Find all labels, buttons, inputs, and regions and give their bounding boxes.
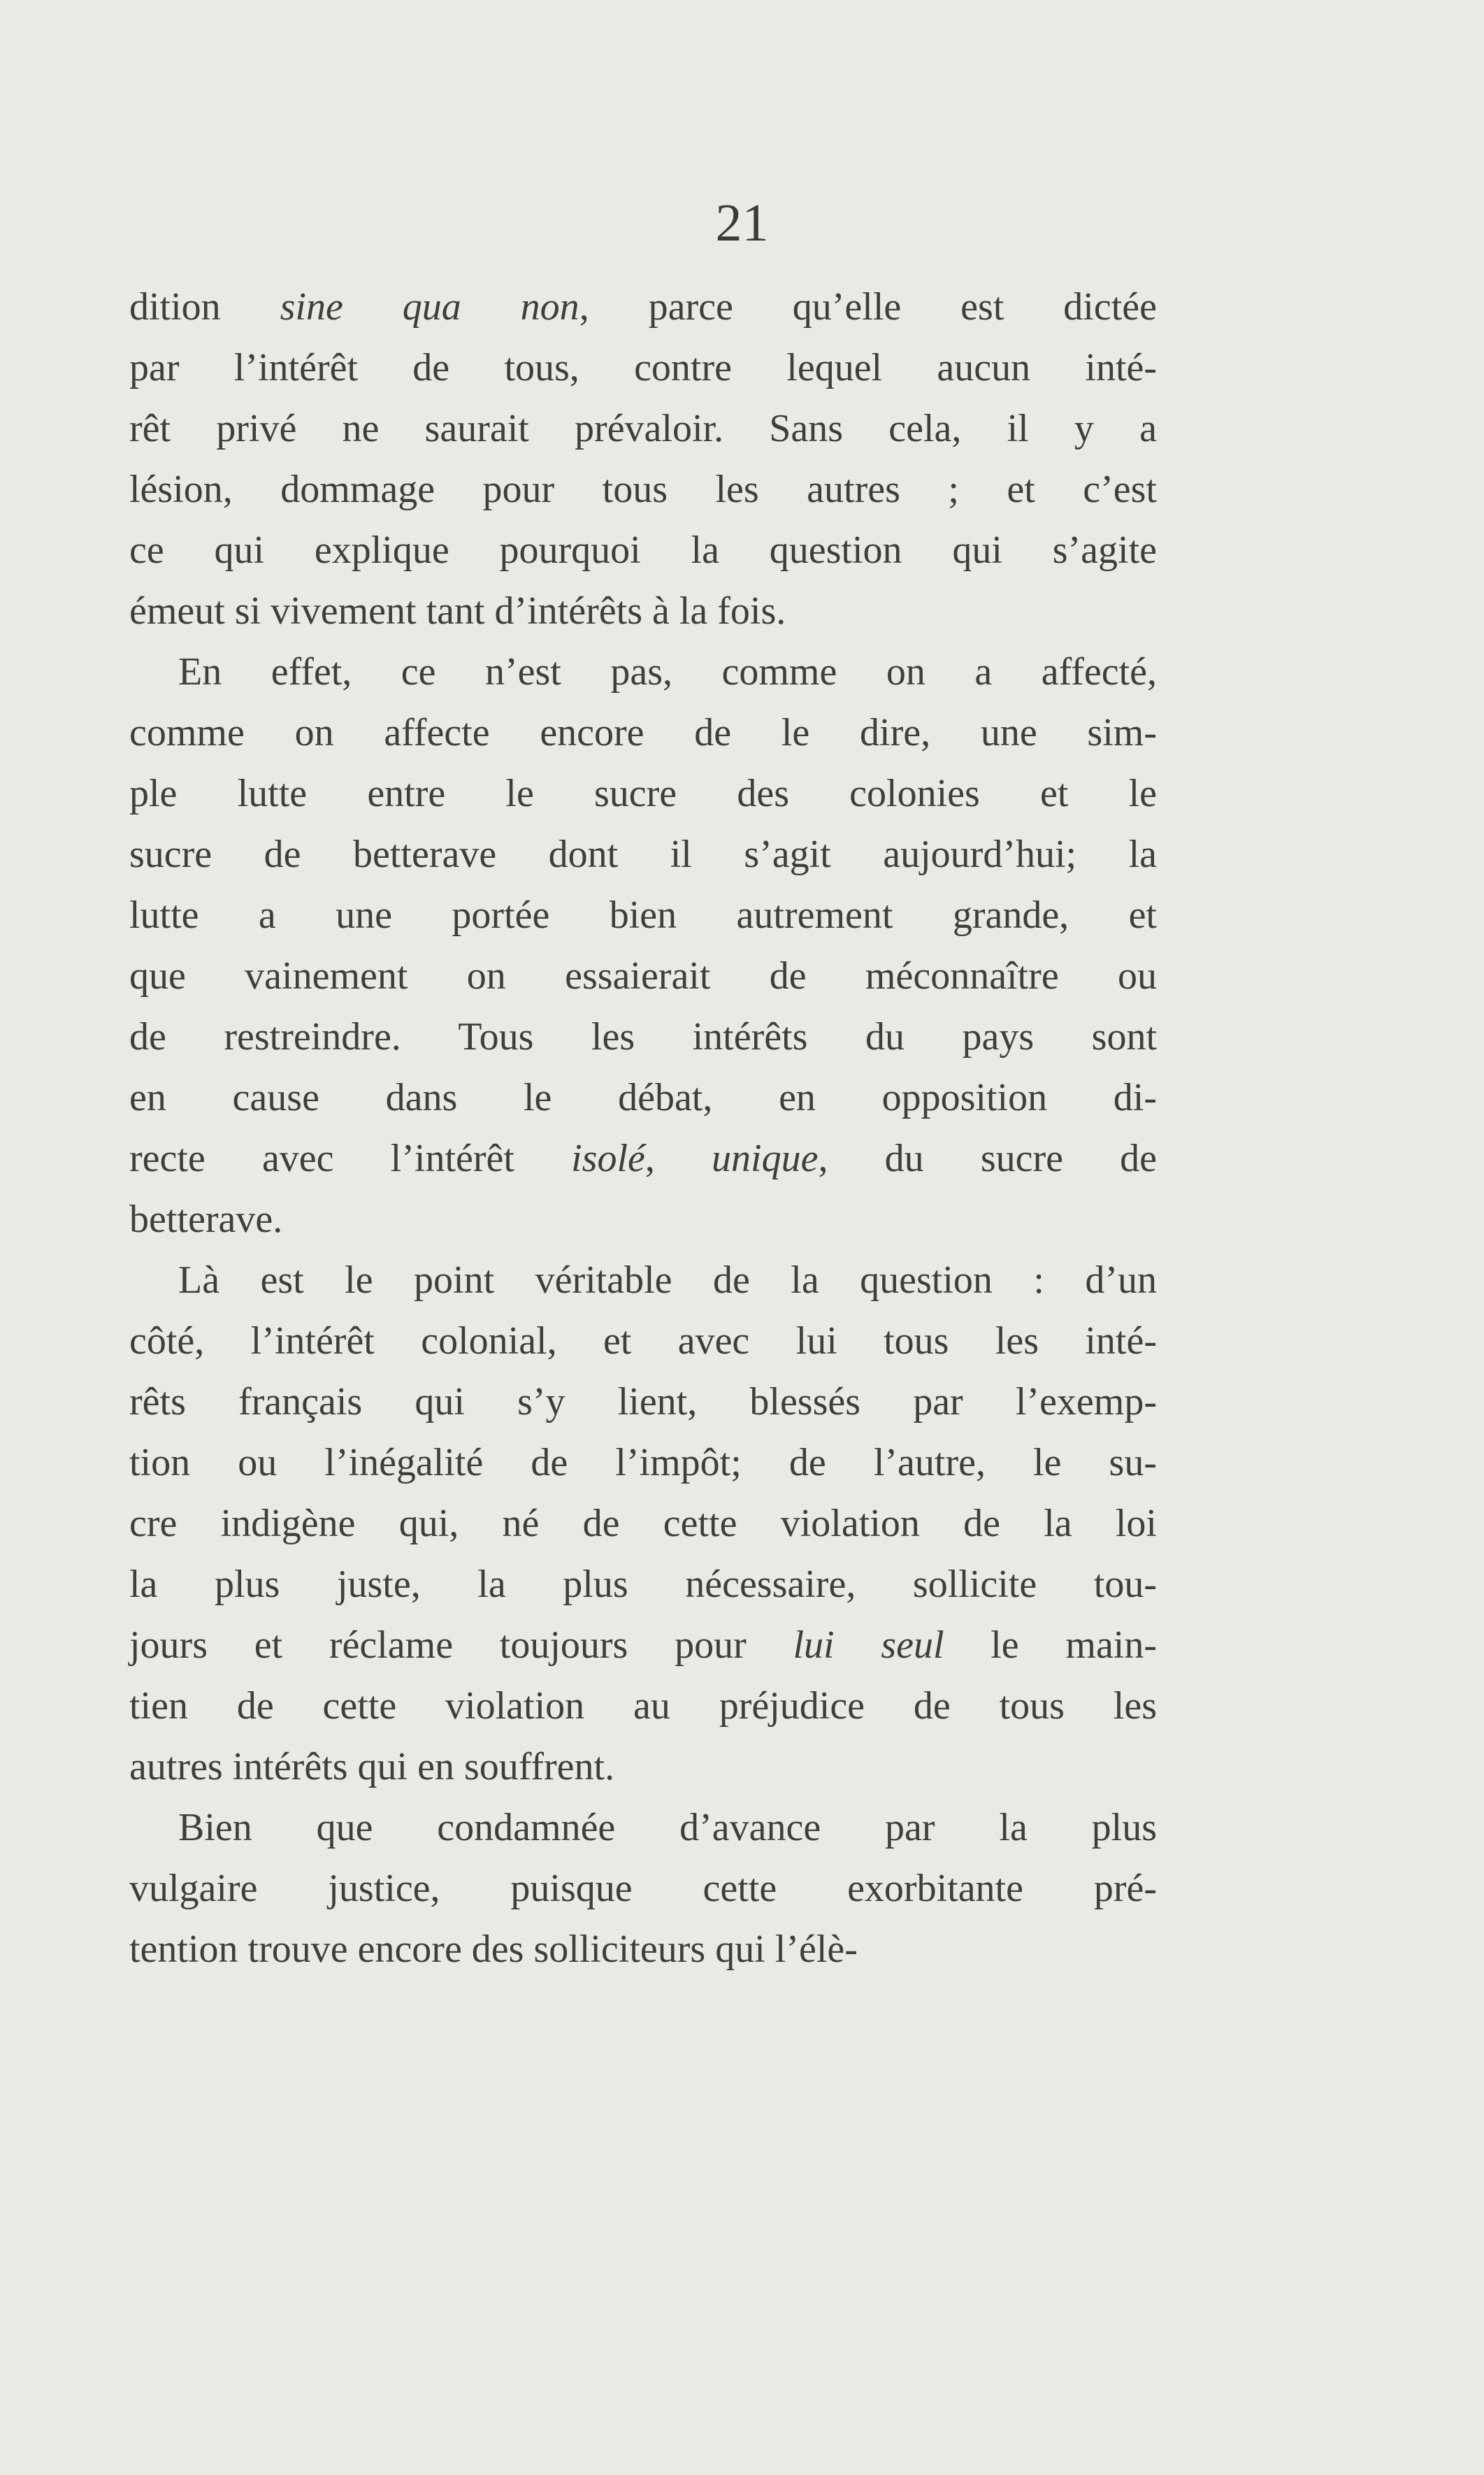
text-segment: tention trouve encore des solliciteurs qui l’élè-: [129, 1928, 858, 1971]
text-line: [129, 1433, 1157, 1493]
text-line: [129, 1737, 1157, 1798]
text-segment: , parce qu’elle est dictée: [579, 285, 1157, 329]
text-segment: lutte a une portée bien autrement grande, et: [129, 894, 1157, 937]
text-segment: Là est le point véritable de la question : d’un: [178, 1258, 1157, 1302]
text-segment: vulgaire justice, puisque cette exorbitante pré-: [129, 1867, 1157, 1910]
text-line: [129, 1493, 1157, 1554]
text-segment: de restreindre. Tous les intérêts du pays sont: [129, 1015, 1157, 1059]
text-line: [129, 399, 1157, 459]
text-segment: rêt privé ne saurait prévaloir. Sans cela, il y a: [129, 407, 1157, 450]
text-line: [129, 1311, 1157, 1372]
text-line: [129, 1798, 1157, 1858]
text-segment: en cause dans le débat, en opposition di-: [129, 1076, 1157, 1119]
text-line: [129, 1615, 1157, 1676]
text-segment: que vainement on essaierait de méconnaître ou: [129, 954, 1157, 998]
text-line: [129, 581, 1157, 642]
text-segment: recte avec l’intérêt: [129, 1137, 572, 1180]
text-segment: sucre de betterave dont il s’agit aujourd’hui; la: [129, 833, 1157, 876]
italic-text: lui seul: [793, 1623, 944, 1667]
text-line: [129, 1919, 1157, 1980]
text-line: [129, 1128, 1157, 1189]
text-segment: En effet, ce n’est pas, comme on a affecté,: [178, 650, 1157, 694]
text-line: [129, 1554, 1157, 1615]
text-line: [129, 824, 1157, 885]
text-segment: cre indigène qui, né de cette violation de la loi: [129, 1502, 1157, 1545]
text-segment: Bien que condamnée d’avance par la plus: [178, 1806, 1157, 1849]
text-segment: jours et réclame toujours pour: [129, 1623, 793, 1667]
text-segment: autres intérêts qui en souffrent.: [129, 1745, 615, 1788]
text-segment: dition: [129, 285, 280, 329]
text-line: [129, 1858, 1157, 1919]
text-segment: côté, l’intérêt colonial, et avec lui tous les inté-: [129, 1319, 1157, 1363]
text-segment: , du sucre de: [818, 1137, 1157, 1180]
text-segment: ,: [644, 1137, 712, 1180]
text-segment: la plus juste, la plus nécessaire, sollicite tou-: [129, 1563, 1157, 1606]
text-line: [129, 763, 1157, 824]
italic-text: isolé: [571, 1137, 645, 1180]
text-segment: lésion, dommage pour tous les autres ; et c’est: [129, 468, 1157, 511]
text-line: [129, 520, 1157, 581]
text-line: [129, 1068, 1157, 1128]
text-line: [129, 459, 1157, 520]
text-segment: comme on affecte encore de le dire, une sim-: [129, 711, 1157, 754]
text-segment: tion ou l’inégalité de l’impôt; de l’autre, le su-: [129, 1441, 1157, 1484]
italic-text: sine qua non: [280, 285, 579, 329]
italic-text: unique: [712, 1137, 819, 1180]
text-line: [129, 1007, 1157, 1068]
text-segment: émeut si vivement tant d’intérêts à la fois.: [129, 589, 786, 633]
text-line: [129, 1372, 1157, 1433]
text-segment: par l’intérêt de tous, contre lequel aucun inté-: [129, 346, 1157, 389]
text-segment: tien de cette violation au préjudice de tous les: [129, 1684, 1157, 1728]
text-segment: ple lutte entre le sucre des colonies et le: [129, 772, 1157, 815]
text-segment: le main-: [944, 1623, 1158, 1667]
text-line: [129, 1676, 1157, 1737]
text-line: [129, 1250, 1157, 1311]
text-line: [129, 642, 1157, 703]
text-line: [129, 885, 1157, 946]
page-number: 21: [715, 194, 769, 252]
text-segment: betterave.: [129, 1198, 283, 1241]
text-segment: rêts français qui s’y lient, blessés par l’exemp-: [129, 1380, 1157, 1423]
body-text: [129, 277, 1157, 1980]
text-line: [129, 946, 1157, 1007]
text-line: [129, 277, 1157, 338]
text-line: [129, 703, 1157, 763]
text-line: [129, 338, 1157, 399]
text-segment: ce qui explique pourquoi la question qui s’agite: [129, 529, 1157, 572]
text-line: [129, 1189, 1157, 1250]
